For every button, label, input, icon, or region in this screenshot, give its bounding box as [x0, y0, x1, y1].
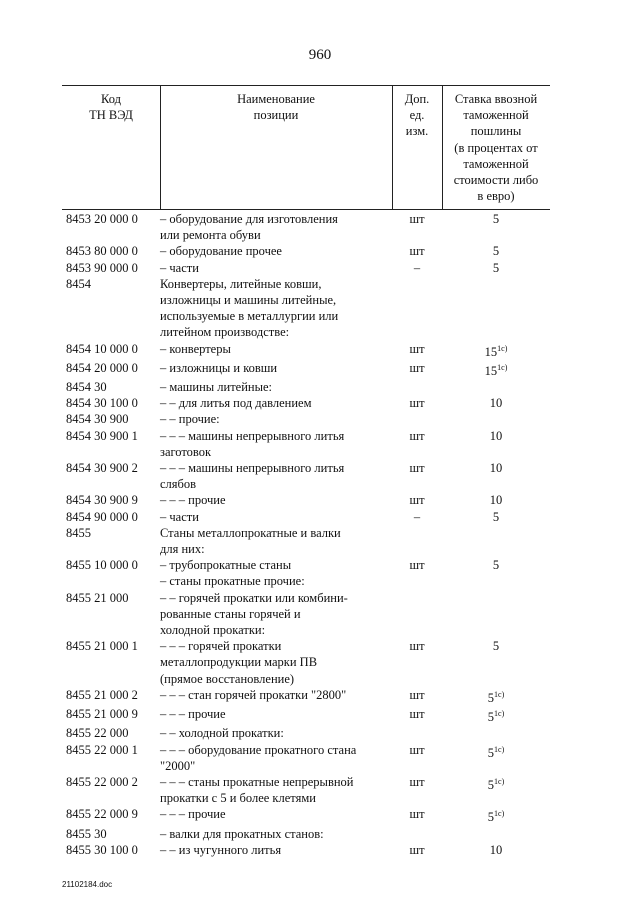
table-row [62, 725, 550, 741]
unit-of-measure [392, 276, 442, 341]
unit-of-measure: шт [409, 341, 425, 356]
table-row [62, 360, 550, 379]
item-name: Конвертеры, литейные ковши, изложницы и машины литейные, используемые в металлургии или литейном производстве: [160, 276, 339, 340]
table-row [62, 557, 550, 573]
table-row [62, 806, 550, 825]
item-name: – части [160, 260, 199, 275]
duty-rate-footnote: 1с) [497, 362, 508, 372]
duty-rate [442, 557, 550, 573]
duty-rate-footnote: 1с) [494, 709, 505, 719]
duty-rate [442, 826, 550, 842]
unit-of-measure: шт [409, 244, 425, 259]
item-name: – – – оборудование прокатного стана "2000" [160, 742, 357, 773]
unit-of-measure: шт [409, 742, 425, 757]
table-row [62, 260, 550, 276]
duty-rate-value: 5 [487, 810, 495, 825]
duty-rate-footnote: 1с) [494, 809, 505, 819]
hs-code: 8455 22 000 2 [66, 774, 138, 789]
table-row [62, 460, 550, 492]
table-row [62, 411, 550, 427]
duty-rate [442, 842, 550, 858]
duty-rate-value: 5 [492, 558, 500, 573]
page-number: 960 [308, 47, 332, 63]
duty-rate-value: 5 [492, 212, 500, 226]
duty-rate-footnote: 1с) [497, 343, 508, 353]
duty-rate [442, 706, 550, 725]
table-row [62, 428, 550, 460]
unit-of-measure: шт [409, 639, 425, 654]
item-name: – конвертеры [160, 341, 231, 356]
table-row [62, 525, 550, 557]
hs-code: 8454 20 000 0 [66, 360, 138, 375]
duty-rate-value: 10 [489, 396, 503, 411]
unit-of-measure [392, 590, 442, 639]
unit-of-measure: шт [409, 360, 425, 375]
hs-code: 8455 21 000 9 [66, 707, 138, 722]
item-name: – станы прокатные прочие: [160, 574, 305, 589]
duty-rate [442, 806, 550, 825]
hs-code: 8455 22 000 9 [66, 807, 138, 822]
item-name: – – – машины непрерывного литья заготовок [160, 428, 345, 459]
hs-code: 8455 30 100 0 [66, 842, 138, 857]
item-name: – изложницы и ковши [160, 360, 278, 375]
unit-of-measure: шт [409, 212, 425, 226]
unit-of-measure: шт [409, 707, 425, 722]
hs-code: 8455 21 000 2 [66, 687, 138, 702]
unit-of-measure [392, 525, 442, 557]
duty-rate [442, 638, 550, 687]
item-name: – – – станы прокатные непрерывной прокатки с 5 и более клетями [160, 774, 354, 806]
duty-rate-value: 10 [489, 493, 503, 508]
duty-rate [442, 411, 550, 427]
unit-of-measure: шт [409, 774, 425, 789]
header-code: Код ТН ВЭД [89, 92, 133, 123]
duty-rate [442, 492, 550, 508]
hs-code: 8455 21 000 1 [66, 639, 138, 654]
item-name: – – прочие: [160, 412, 220, 427]
table-body [62, 211, 550, 858]
unit-of-measure: шт [409, 428, 425, 443]
unit-of-measure [392, 411, 442, 427]
unit-of-measure [392, 826, 442, 842]
duty-rate-value: 5 [487, 745, 495, 760]
duty-rate [442, 243, 550, 259]
item-name: – – из чугунного литья [160, 842, 282, 857]
hs-code: 8454 10 000 0 [66, 341, 138, 356]
duty-rate [442, 395, 550, 411]
hs-code: 8453 90 000 0 [66, 260, 138, 275]
item-name: – – холодной прокатки: [160, 726, 284, 741]
item-name: – трубопрокатные станы [160, 558, 292, 573]
item-name: – – – прочие [160, 493, 226, 508]
unit-of-measure: шт [409, 396, 425, 411]
duty-rate [442, 428, 550, 460]
unit-of-measure: шт [409, 461, 425, 476]
item-name: – оборудование для изготовления или ремонта обуви [160, 212, 338, 243]
hs-code: 8455 [66, 525, 91, 540]
table-row [62, 826, 550, 842]
duty-rate [442, 742, 550, 774]
hs-code: 8454 30 100 0 [66, 396, 138, 411]
item-name: – оборудование прочее [160, 244, 282, 259]
item-name: – валки для прокатных станов: [160, 826, 324, 841]
duty-rate-value: 5 [487, 710, 495, 725]
table-row [62, 243, 550, 259]
hs-code: 8455 10 000 0 [66, 558, 138, 573]
duty-rate [442, 525, 550, 557]
hs-code: 8453 80 000 0 [66, 244, 138, 259]
unit-of-measure: шт [409, 558, 425, 573]
table-row [62, 492, 550, 508]
header-unit: Доп. ед. изм. [404, 92, 430, 139]
hs-code: 8455 22 000 1 [66, 742, 138, 757]
duty-rate-footnote: 1с) [494, 744, 505, 754]
duty-rate-value: 15 [484, 344, 498, 359]
unit-of-measure: – [413, 260, 421, 275]
unit-of-measure: шт [409, 842, 425, 857]
hs-code: 8454 30 900 9 [66, 493, 138, 508]
unit-of-measure [392, 379, 442, 395]
duty-rate [442, 460, 550, 492]
item-name: – – – машины непрерывного литья слябов [160, 461, 345, 492]
hs-code: 8455 22 000 [66, 726, 129, 741]
duty-rate [442, 774, 550, 806]
duty-rate-value: 5 [492, 260, 500, 275]
table-row [62, 573, 550, 589]
table-row [62, 842, 550, 858]
duty-rate [442, 360, 550, 379]
item-name: – – – стан горячей прокатки "2800" [160, 687, 347, 702]
duty-rate-value: 5 [487, 690, 495, 705]
item-name: – – – прочие [160, 707, 226, 722]
hs-code: 8454 30 900 2 [66, 461, 138, 476]
hs-code: 8454 90 000 0 [66, 509, 138, 524]
duty-rate [442, 725, 550, 741]
header-rate: Ставка ввозной таможенной пошлины (в процентах от таможенной стоимости либо в евро) [453, 92, 539, 204]
hs-code: 8454 30 [66, 380, 107, 395]
unit-of-measure [392, 573, 442, 589]
table-row [62, 509, 550, 525]
item-name: Станы металлопрокатные и валки для них: [160, 525, 341, 557]
table-row [62, 395, 550, 411]
duty-rate [442, 509, 550, 525]
hs-code: 8454 30 900 1 [66, 428, 138, 443]
duty-rate [442, 211, 550, 243]
table-row [62, 379, 550, 395]
duty-rate [442, 379, 550, 395]
table-row [62, 706, 550, 725]
duty-rate-value: 10 [489, 461, 503, 476]
table-row [62, 638, 550, 687]
unit-of-measure: шт [409, 687, 425, 702]
item-name: – части [160, 509, 199, 524]
duty-rate [442, 573, 550, 589]
duty-rate [442, 341, 550, 360]
item-name: – – горячей прокатки или комбини- рованные станы горячей и холодной прокатки: [160, 590, 348, 638]
duty-rate-value: 15 [484, 363, 498, 378]
item-name: – – – прочие [160, 807, 226, 822]
hs-code [62, 573, 160, 589]
hs-code: 8455 21 000 [66, 590, 129, 605]
file-name-footer: 21102184.doc [62, 880, 113, 889]
table-header [62, 85, 550, 210]
duty-rate-value: 10 [489, 842, 503, 857]
unit-of-measure [392, 725, 442, 741]
unit-of-measure: – [413, 509, 421, 524]
hs-code: 8453 20 000 0 [66, 212, 138, 226]
duty-rate-value: 5 [492, 244, 500, 259]
table-row [62, 341, 550, 360]
hs-code: 8454 30 900 [66, 412, 129, 427]
table-row [62, 211, 550, 243]
item-name: – машины литейные: [160, 380, 273, 395]
item-name: – – – горячей прокатки металлопродукции марки ПВ (прямое восстановление) [160, 639, 318, 686]
duty-rate-value: 5 [487, 777, 495, 792]
duty-rate-value: 5 [492, 509, 500, 524]
table-row [62, 276, 550, 341]
duty-rate [442, 687, 550, 706]
unit-of-measure: шт [409, 493, 425, 508]
duty-rate [442, 260, 550, 276]
duty-rate [442, 590, 550, 639]
table-row [62, 742, 550, 774]
table-row [62, 774, 550, 806]
table-row [62, 590, 550, 639]
duty-rate-footnote: 1с) [494, 689, 505, 699]
duty-rate-value: 10 [489, 428, 503, 443]
duty-rate-footnote: 1с) [494, 776, 505, 786]
hs-code: 8455 30 [66, 826, 107, 841]
item-name: – – для литья под давлением [160, 396, 312, 411]
hs-code: 8454 [66, 276, 91, 291]
unit-of-measure: шт [409, 807, 425, 822]
table-row [62, 687, 550, 706]
duty-rate-value: 5 [492, 639, 500, 654]
duty-rate [442, 276, 550, 341]
header-name: Наименование позиции [237, 92, 315, 123]
tariff-table [62, 85, 550, 858]
